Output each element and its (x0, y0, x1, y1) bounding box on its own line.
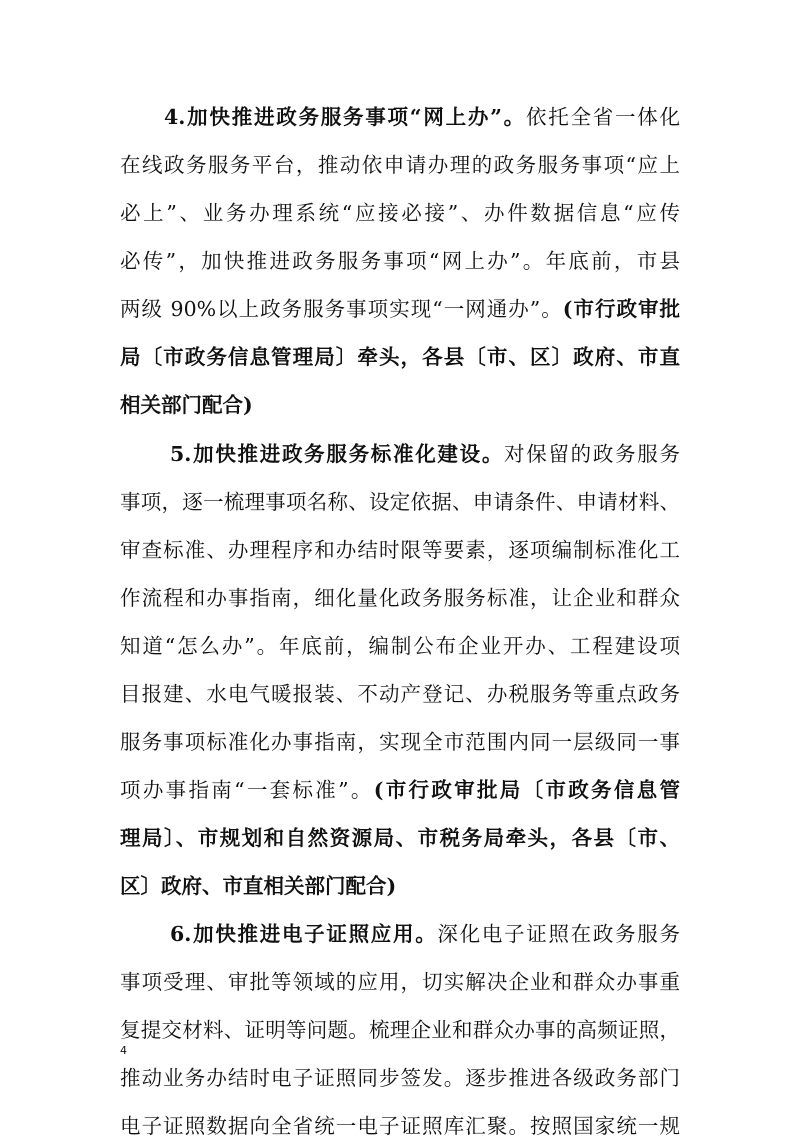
body-text: 推动业务办结时电子证照同步签发。逐步推进各级政务部门 (120, 1066, 680, 1090)
responsible-unit: 理局〕、市规划和自然资源局、市税务局牵头，各县〔市、 (120, 826, 680, 850)
paragraph-line (120, 242, 680, 280)
paragraph-line (120, 290, 680, 328)
body-text: 依托全省一体化 (525, 105, 681, 129)
item-number: 5. (170, 442, 192, 466)
body-text: 两级 90%以上政务服务事项实现“一网通办”。 (120, 297, 563, 321)
body-text: 电子证照数据向全省统一电子证照库汇聚。按照国家统一规 (120, 1114, 680, 1138)
body-text: 复提交材料、证明等问题。梳理企业和群众办事的高频证照， (120, 1018, 680, 1042)
paragraph-line (164, 98, 680, 136)
item-number: 6. (170, 922, 192, 946)
paragraph-line (120, 1107, 680, 1145)
body-text: 在线政务服务平台，推动依申请办理的政务服务事项“应上 (120, 153, 680, 177)
paragraph-line (120, 675, 680, 713)
item-heading: 加快推进电子证照应用。 (191, 922, 438, 946)
body-text: 目报建、水电气暖报装、不动产登记、办税服务等重点政务 (120, 682, 680, 706)
paragraph-line (170, 915, 680, 953)
paragraph-line (120, 771, 680, 809)
paragraph-line (120, 386, 680, 424)
body-text: 事项，逐一梳理事项名称、设定依据、申请条件、申请材料、 (120, 490, 680, 514)
body-text: 深化电子证照在政务服务 (437, 922, 681, 946)
paragraph-line (120, 819, 680, 857)
paragraph-line (120, 867, 680, 905)
paragraph-line (120, 627, 680, 665)
responsible-unit: (市行政审批局〔市政务信息管 (373, 778, 680, 802)
paragraph-line (120, 483, 680, 521)
paragraph-line (120, 723, 680, 761)
item-number: 4. (164, 105, 186, 129)
paragraph-line (120, 338, 680, 376)
paragraph-line (120, 1059, 680, 1097)
paragraph-line (120, 531, 680, 569)
body-text: 审查标准、办理程序和办结时限等要素，逐项编制标准化工 (120, 538, 680, 562)
paragraph-line (120, 1011, 680, 1049)
body-text: 服务事项标准化办事指南，实现全市范围内同一层级同一事 (120, 730, 680, 754)
body-text: 必传”，加快推进政务服务事项“网上办”。年底前，市县 (120, 249, 680, 273)
responsible-unit: 局〔市政务信息管理局〕牵头，各县〔市、区〕政府、市直 (120, 345, 680, 369)
body-text: 知道“怎么办”。年底前，编制公布企业开办、工程建设项 (120, 634, 680, 658)
paragraph-line (120, 579, 680, 617)
item-heading: 加快推进政务服务标准化建设。 (191, 442, 505, 466)
paragraph-line (120, 963, 680, 1001)
responsible-unit: 区〕政府、市直相关部门配合) (120, 874, 397, 898)
body-text: 项办事指南“一套标准”。 (120, 778, 374, 802)
paragraph-line (120, 194, 680, 232)
responsible-unit: 相关部门配合) (120, 393, 253, 417)
body-text: 对保留的政务服务 (504, 442, 681, 466)
page-number: 4 (120, 1044, 127, 1057)
body-text: 必上”、业务办理系统“应接必接”、办件数据信息“应传 (120, 201, 680, 225)
body-text: 作流程和办事指南，细化量化政务服务标准，让企业和群众 (120, 586, 680, 610)
item-heading: 加快推进政务服务事项“网上办”。 (185, 105, 526, 129)
body-text: 事项受理、审批等领域的应用，切实解决企业和群众办事重 (120, 970, 680, 994)
paragraph-line (120, 146, 680, 184)
paragraph-line (170, 435, 680, 473)
responsible-unit: (市行政审批 (562, 297, 680, 321)
